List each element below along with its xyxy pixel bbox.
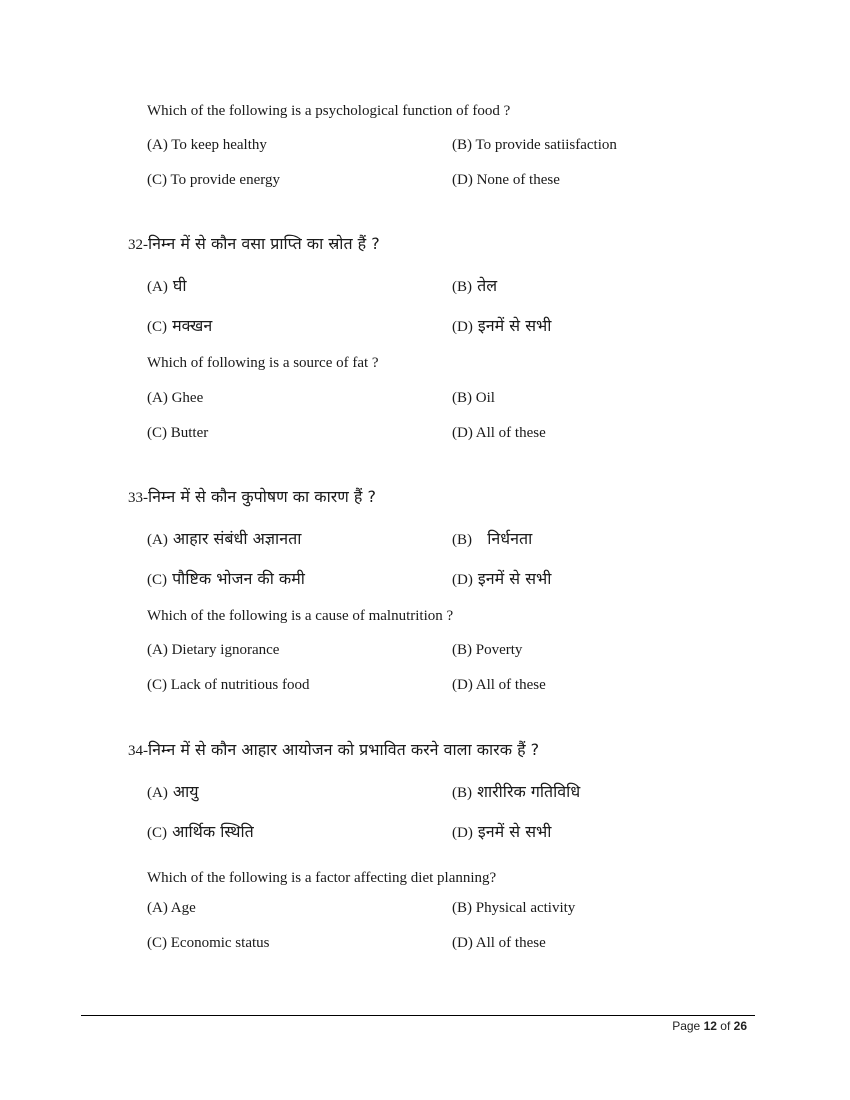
q33-en-option-c: (C) Lack of nutritious food [147,677,310,693]
q34-hi-option-b: (B) शारीरिक गतिविधि [452,782,581,801]
page-current: 12 [703,1019,717,1033]
question-number: 34- [128,743,148,759]
q32-en-option-a: (A) Ghee [147,390,204,406]
q34-hi-option-a: (A) आयु [147,782,199,801]
q34-hi-option-d: (D) इनमें से सभी [452,822,552,841]
q34-en-option-a: (A) Age [147,900,196,916]
question-number: 33- [128,490,148,506]
q33-hi-option-c: (C) पौष्टिक भोजन की कमी [147,569,305,588]
q33-hi-option-b: (B) निर्धनता [452,529,533,548]
q33-en-option-d: (D) All of these [452,677,546,693]
q33-en-question: Which of the following is a cause of malnutrition ? [147,608,454,624]
q34-en-question: Which of the following is a factor affecting diet planning? [147,870,497,886]
q32-hi-option-a: (A) घी [147,276,187,295]
q31-en-option-d: (D) None of these [452,172,560,188]
q34-hi-option-c: (C) आर्थिक स्थिति [147,822,254,841]
q31-en-question: Which of the following is a psychological function of food ? [147,103,511,119]
q32-hi-question: 32-निम्न में से कौन वसा प्राप्ति का स्रोत हैं ? [128,234,380,253]
q33-en-option-b: (B) Poverty [452,642,523,658]
q34-en-option-b: (B) Physical activity [452,900,576,916]
q32-hi-option-d: (D) इनमें से सभी [452,316,552,335]
q32-en-question: Which of following is a source of fat ? [147,355,379,371]
page-footer [672,1019,747,1033]
q32-hi-option-b: (B) तेल [452,276,498,295]
q33-hi-option-a: (A) आहार संबंधी अज्ञानता [147,529,302,548]
q33-en-option-a: (A) Dietary ignorance [147,642,280,658]
q34-en-option-c: (C) Economic status [147,935,270,951]
q31-en-option-b: (B) To provide satiisfaction [452,137,617,153]
question-number: 32- [128,237,148,253]
of-word: of [720,1019,731,1033]
q34-hi-question: 34-निम्न में से कौन आहार आयोजन को प्रभावित करने वाला कारक हैं ? [128,740,540,759]
q32-hi-option-c: (C) मक्खन [147,316,213,335]
q31-en-option-a: (A) To keep healthy [147,137,267,153]
footer-divider [81,1015,755,1016]
q32-en-option-c: (C) Butter [147,425,209,441]
q32-en-option-b: (B) Oil [452,390,495,406]
page-total: 26 [733,1019,747,1033]
page-word: Page [672,1019,701,1033]
q33-hi-option-d: (D) इनमें से सभी [452,569,552,588]
q33-hi-question: 33-निम्न में से कौन कुपोषण का कारण हैं ? [128,487,376,506]
q34-en-option-d: (D) All of these [452,935,546,951]
q32-en-option-d: (D) All of these [452,425,546,441]
q31-en-option-c: (C) To provide energy [147,172,280,188]
